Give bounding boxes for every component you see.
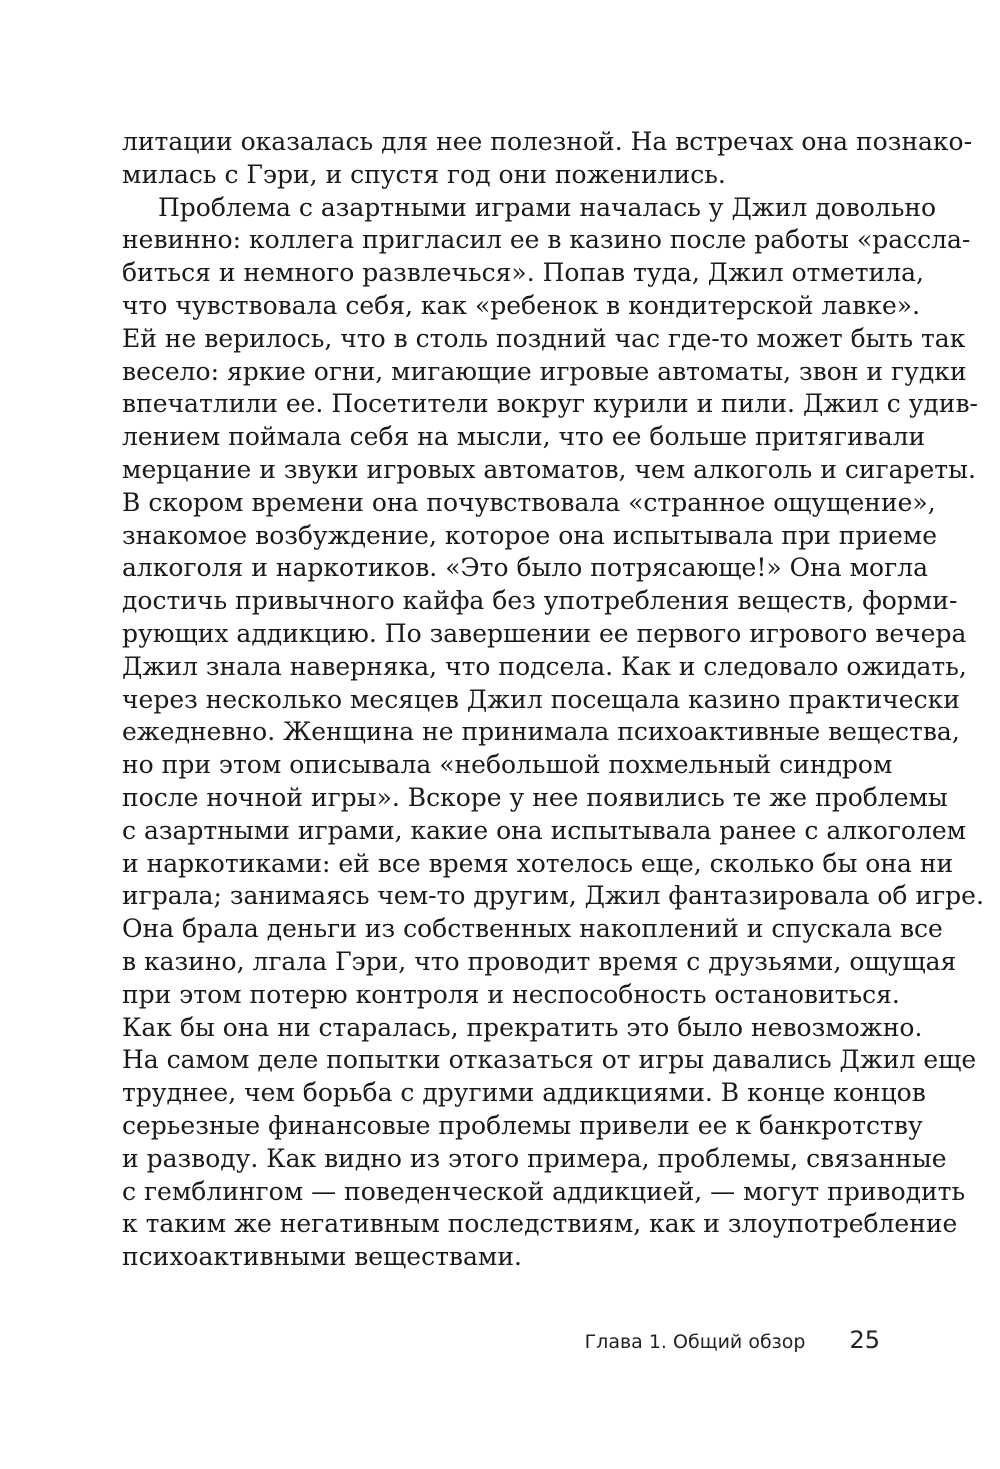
text-line: психоактивными веществами. [122,1242,522,1272]
text-line: и наркотиками: ей все время хотелось еще, сколько бы она ни [122,848,954,878]
body-text [122,126,984,1274]
text-line: Джил знала наверняка, что подсела. Как и следовало ожидать, [122,651,967,681]
text-line: весело: яркие огни, мигающие игровые автоматы, звон и гудки [122,356,967,386]
paragraph-first-line: Проблема с азартными играми началась у Джил довольно [158,192,937,222]
text-line: знакомое возбуждение, которое она испытывала при приеме [122,520,938,550]
text-line: труднее, чем борьба с другими аддикциями. В конце концов [122,1078,926,1108]
page-number: 25 [849,1326,880,1354]
text-line: и разводу. Как видно из этого примера, проблемы, связанные [122,1143,947,1173]
text-line: через несколько месяцев Джил посещала казино практически [122,684,960,714]
text-line: лением поймала себя на мысли, что ее больше притягивали [122,422,926,452]
text-line: ежедневно. Женщина не принимала психоактивные вещества, [122,717,960,747]
text-line: алкоголя и наркотиков. «Это было потрясающе!» Она могла [122,553,928,583]
text-line: Она брала деньги из собственных накоплений и спускала все [122,914,943,944]
text-line: Как бы она ни старалась, прекратить это было невозможно. [122,1012,923,1042]
text-line: с азартными играми, какие она испытывала ранее с алкоголем [122,815,967,845]
text-line: литации оказалась для нее полезной. На встречах она познако- [122,127,973,156]
running-head: Глава 1. Общий обзор [584,1331,806,1353]
text-line: но при этом описывала «небольшой похмельный синдром [122,750,893,780]
text-line: В скором времени она почувствовала «странное ощущение», [122,487,936,517]
text-line: серьезные финансовые проблемы привели ее к банкротству [122,1110,923,1140]
text-line: мерцание и звуки игровых автоматов, чем алкоголь и сигареты. [122,454,976,484]
text-line: что чувствовала себя, как «ребенок в кондитерской лавке». [122,290,921,320]
text-line: биться и немного развлечься». Попав туда, Джил отметила, [122,258,924,288]
page-footer [560,1326,880,1356]
text-line: На самом деле попытки отказаться от игры давались Джил еще [122,1045,977,1075]
text-line: рующих аддикцию. По завершении ее первого игрового вечера [122,618,967,648]
text-line: с гемблингом — поведенческой аддикцией, — могут приводить [122,1176,966,1206]
text-line: невинно: коллега пригласил ее в казино после работы «рассла- [122,225,971,255]
text-line: к таким же негативным последствиям, как и злоупотребление [122,1209,958,1239]
text-line: достичь привычного кайфа без употребления веществ, форми- [122,586,958,616]
text-line: впечатлили ее. Посетители вокруг курили и пили. Джил с удив- [122,389,978,419]
text-line: после ночной игры». Вскоре у нее появились те же проблемы [122,782,948,812]
text-line: милась с Гэри, и спустя год они поженились. [122,159,726,189]
text-line: Ей не верилось, что в столь поздний час где-то может быть так [122,323,966,353]
text-line: при этом потерю контроля и неспособность остановиться. [122,979,900,1009]
text-line: в казино, лгала Гэри, что проводит время с друзьями, ощущая [122,946,957,976]
text-line: играла; занимаясь чем-то другим, Джил фантазировала об игре. [122,881,984,911]
